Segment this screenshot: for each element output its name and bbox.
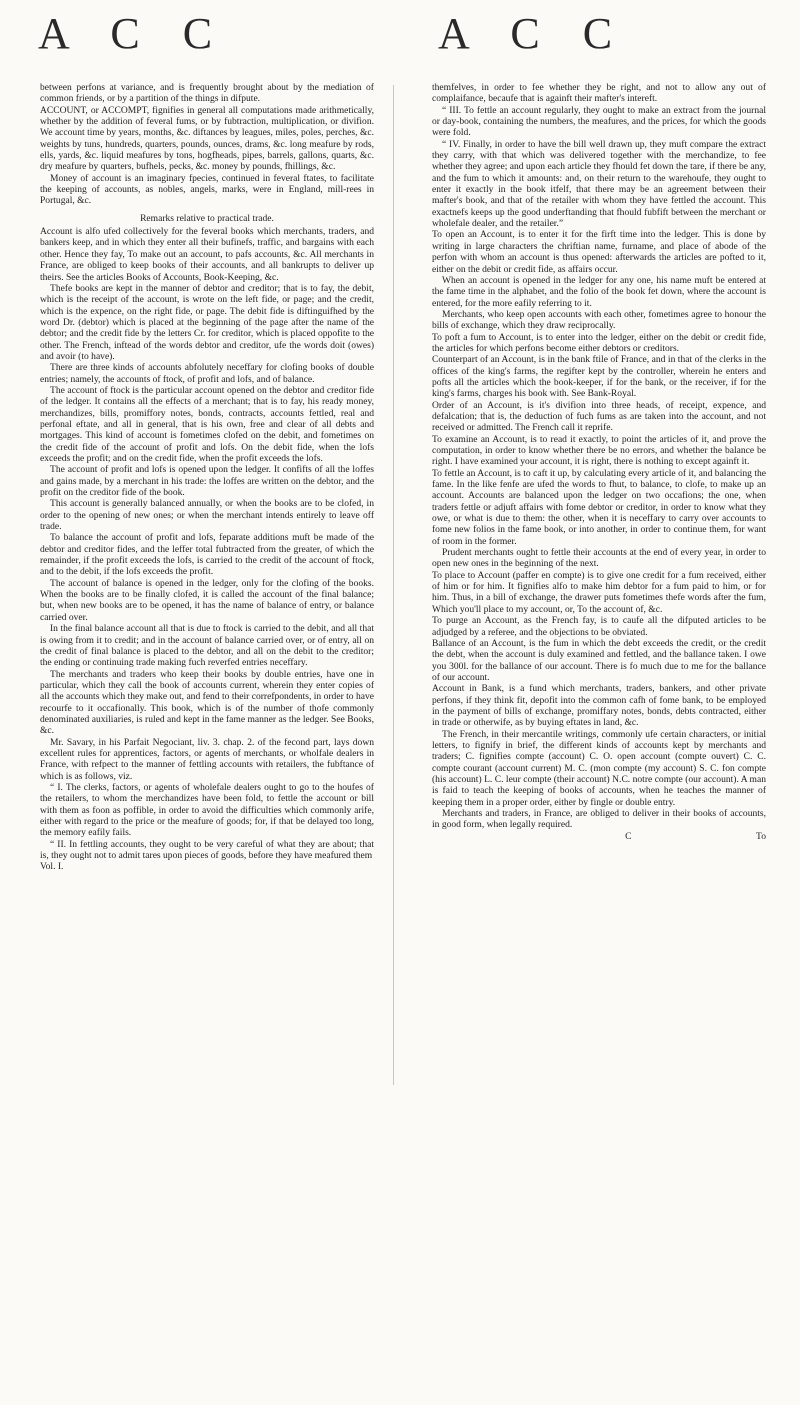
paragraph: The merchants and traders who keep their books by double entries, have one in particular, which they call the book of accounts current, wherein they enter copies of all the accounts which they make out, and fend to their correfpondents, in order to have recourfe to it occafionally. This book, which is of the number of thofe commonly denominated auxiliaries, is ruled and kept in the fame manner as the ledger. See Books, &c. — [40, 668, 374, 737]
paragraph: Account is alfo ufed collectively for the feveral books which merchants, traders, and bankers keep, and in which they enter all their bufinefs, traffic, and bargains with each other. Hence they fay, To make out an account, to pafs accounts, &c. All merchants in France, are obliged to keep books of their accounts, and all bankrupts to deliver up theirs. See the articles Books of Accounts, Book-Keeping, &c. — [40, 226, 374, 283]
entry-account: ACCOUNT, or ACCOMPT, fignifies in general all computations made arithmetically, whether by the addition of feveral fums, or by fubtraction, multiplication, or divifion. We account time by years, months, &c. diftances by leagues, miles, poles, perches, &c. weights by tuns, hundreds, quarters, pounds, ounces, drams, &c. long meafure by rods, ells, yards, &c. liquid meafures by tons, hogfheads, pipes, barrels, gallons, quarts, &c. dry meafure by quarters, bufhels, pecks, &c. money by pounds, fhillings, &c. — [40, 104, 374, 173]
paragraph: “ III. To fettle an account regularly, they ought to make an extract from the journal or day-book, containing the numbers, the meafures, and the prices, for which the goods were fold. — [432, 104, 766, 139]
entry-order: Order of an Account, is it's divifion into three heads, of receipt, expence, and defalcation; that is, the deduction of fuch fums as are taken into the account, and not received or admitted. The French call it reprife. — [432, 399, 766, 434]
paragraph: The account of ftock is the particular account opened on the debtor and creditor fide of the ledger. It contains all the effects of a merchant; that is to fay, his ready money, merchandizes, bills, promiffory notes, bonds, contracts, accounts fettled, real and perfonal eftate, and all in general, that is his own, free and clear of all debts and mortgages. This kind of account is fometimes clofed on the debit, and fometimes on the credit fide of the account of profit and lofs. On the debit fide, when the lofs exceeds the profit; and on the credit fide, when the profit exceeds the lofs. — [40, 384, 374, 464]
section-heading: Remarks relative to practical trade. — [140, 212, 274, 224]
paragraph: Money of account is an imaginary fpecies, continued in feveral ftates, to facilitate the keeping of accounts, as nobles, angels, marks, were in England, mill-rees in Portugal, &c. — [40, 172, 374, 207]
entry-open-account: To open an Account, is to enter it for the firft time into the ledger. This is done by writing in large characters the chriftian name, furname, and place of abode of the perfon with whom an account is thus opened: afterwards the articles are pofted to it, either on the debit or credit fide, as affairs occur. — [432, 229, 766, 275]
left-column — [40, 82, 374, 873]
entry-place: To place to Account (paffer en compte) is to give one credit for a fum received, either of him or for him. It fignifies alfo to make him debtor for a fum paid to him, or for him. Thus, in a bill of exchange, the drawer puts fometimes thefe words after the fum, Which you'll place to my account, or, To the account of, &c. — [432, 569, 766, 615]
entry-examine: To examine an Account, is to read it exactly, to point the articles of it, and prove the computation, in order to know whether there be no errors, and whether the balance be right. I have examined your account, it is right, there is nothing to except againft it. — [432, 433, 766, 468]
entry-ballance: Ballance of an Account, is the fum in which the debt exceeds the credit, or the credit the debt, when the account is duly examined and fettled, and the ballance taken. I owe you 300l. for the ballance of our account. There is fo much due to me for the ballance of our account. — [432, 637, 766, 683]
entry-post-account: To poft a fum to Account, is to enter into the ledger, either on the debit or credit fide, the articles for which perfons become either debtors or creditors. — [432, 331, 766, 354]
paragraph: There are three kinds of accounts abfolutely neceffary for clofing books of double entries; namely, the accounts of ftock, of profit and lofs, and of balance. — [40, 362, 374, 385]
catchword: To — [756, 830, 766, 842]
entry-settle: To fettle an Account, is to caft it up, by calculating every article of it, and balancing the fame. In the like fenfe are ufed the words to fhut, to balance, to clofe, to make up an account. Accounts are balanced upon the ledger on two occafions; the one, when traders fettle or adjuft affairs with fome debtor or creditor, in order to know what they owe, or what is due to them: the other, when it is neceffary to carry over accounts to fome new folios in the fame book, or into another, in order to continue them, for want of room in the former. — [432, 467, 766, 547]
column-rule — [393, 85, 394, 1085]
volume-signature: Vol. I. — [40, 861, 64, 873]
paragraph: themfelves, in order to fee whether they be right, and not to allow any out of complaifance, becaufe that is againft their mafter's intereft. — [432, 82, 766, 105]
right-column — [432, 82, 766, 842]
paragraph: In the final balance account all that is due to ftock is carried to the debit, and all that is owing from it to credit; and in the account of balance carried over, or of entry, all on the credit of final balance is placed to the debtor, and all on the debit to the creditor; the ending or continuing trade making fuch reverfed entries neceffary. — [40, 623, 374, 669]
paragraph: To balance the account of profit and lofs, feparate additions muft be made of the debtor and creditor fides, and the leffer total fubtracted from the greater, of which the remainder, if the profit exceeds the lofs, is carried to the credit of the account of ftock, and to the debit, if the lofs exceeds the profit. — [40, 532, 374, 578]
paragraph: The account of balance is opened in the ledger, only for the clofing of the books. When the books are to be finally clofed, it is called the account of the final balance; but, when new books are to be opened, it has the name of balance of entry, or balance carried over. — [40, 577, 374, 623]
paragraph: Merchants, who keep open accounts with each other, fometimes agree to honour the bills of exchange, which they draw reciprocally. — [432, 308, 766, 332]
catchword-line — [432, 831, 766, 842]
paragraph: The French, in their mercantile writings, commonly ufe certain characters, or initial letters, to fignify in brief, the different kinds of accounts kept by merchants and traders; C. fignifies compte (account) C. O. open account (compte ouvert) C. C. compte courant (account current) M. C. (mon compte (my account) S. C. fon compte (his account) L. C. leur compte (their account) N.C. notre compte (our account). A man is faid to teach the keeping of books of accounts, when he teaches the manner of keeping them in a proper order, either by fingle or double entry. — [432, 728, 766, 808]
paragraph: “ I. The clerks, factors, or agents of wholefale dealers ought to go to the houfes of the retailers, to whom the merchandizes have been fold, to fettle the account or bill with them as foon as poffible, in order to avoid the difficulties which commonly arife, either with regard to the price or the meafure of goods; for, if that be delayed too long, the memory eafily fails. — [40, 781, 374, 839]
entry-purge: To purge an Account, as the French fay, is to caufe all the difputed articles to be adjudged by a referee, and the objections to be obviated. — [432, 615, 766, 638]
paragraph: The account of profit and lofs is opened upon the ledger. It confifts of all the loffes and gains made, by a merchant in his trade: the loffes are written on the debtor, and the profit on the creditor fide of the book. — [40, 464, 374, 499]
paragraph: “ II. In fettling accounts, they ought to be very careful of what they are about; that is, they ought not to admit tares upon pieces of goods, before they have meafured them — [40, 838, 374, 862]
running-head-left: A C C — [38, 9, 229, 58]
paragraph: between perfons at variance, and is frequently brought about by the mediation of common friends, or by a partition of the things in difpute. — [40, 82, 374, 105]
paragraph: When an account is opened in the ledger for any one, his name muft be entered at the fame time in the alphabet, and the folio of the book fet down, where the account is entered, for the more eafily referring to it. — [432, 274, 766, 309]
signature-mark: C — [625, 830, 632, 842]
paragraph: Mr. Savary, in his Parfait Negociant, liv. 3. chap. 2. of the fecond part, lays down excellent rules for apprentices, factors, or agents of merchants, or wholfale dealers in France, with refpect to the manner of fettling accounts with retailers, the fubftance of which is as follows, viz. — [40, 736, 374, 782]
paragraph: Thefe books are kept in the manner of debtor and creditor; that is to fay, the debit, which is the receipt of the account, is wrote on the left fide, or page; and the credit, which is the expence, on the right fide, or page. The debit fide is diftinguifhed by the word Dr. (debtor) which is placed at the beginning of the page after the name of the debtor; and the credit fide by the letters Cr. for creditor, which is placed oppofite to the other. The French, inftead of the words debtor and creditor, ufe the words doit (owes) and avoir (to have). — [40, 282, 374, 362]
paragraph: This account is generally balanced annually, or when the books are to be clofed, in order to the opening of new ones; or when the merchant intends entirely to leave off trade. — [40, 498, 374, 533]
paragraph: “ IV. Finally, in order to have the bill well drawn up, they muft compare the extract they carry, with that which was delivered together with the merchandize, to fee whether they agree; and upon each article they fhould fet down the tare, if there be any, and the fum to which it amounts: and, on their return to the warehoufe, they ought to enter it exactly in the book itfelf, that there may be an agreement between their mafter's book, and that of the retailer with whom they have fettled the account. This exactnefs keeps up the good underftanding that fhould fubfift between the merchant or wholefale dealer, and the retailer.” — [432, 138, 766, 230]
paragraph: Prudent merchants ought to fettle their accounts at the end of every year, in order to open new ones in the beginning of the next. — [432, 547, 766, 570]
paragraph: Merchants and traders, in France, are obliged to deliver in their books of accounts, in good form, when legally required. — [432, 808, 766, 831]
running-head-right: A C C — [438, 9, 629, 58]
entry-counterpart: Counterpart of an Account, is in the bank ftile of France, and in that of the clerks in the offices of the king's farms, the regifter kept by the controller, wherein he enters and pofts all the articles which the book-keeper, if for the bank, or the receiver, if for the king's farms, charges his book with. See Bank-Royal. — [432, 354, 766, 400]
entry-account-in-bank: Account in Bank, is a fund which merchants, traders, bankers, and other private perfons, if they think fit, depofit into the common cafh of fome bank, to be employed in the payment of bills of exchange, promiffary notes, bonds, debts contracted, either in trade or otherwife, as by buying eftates in land, &c. — [432, 683, 766, 729]
